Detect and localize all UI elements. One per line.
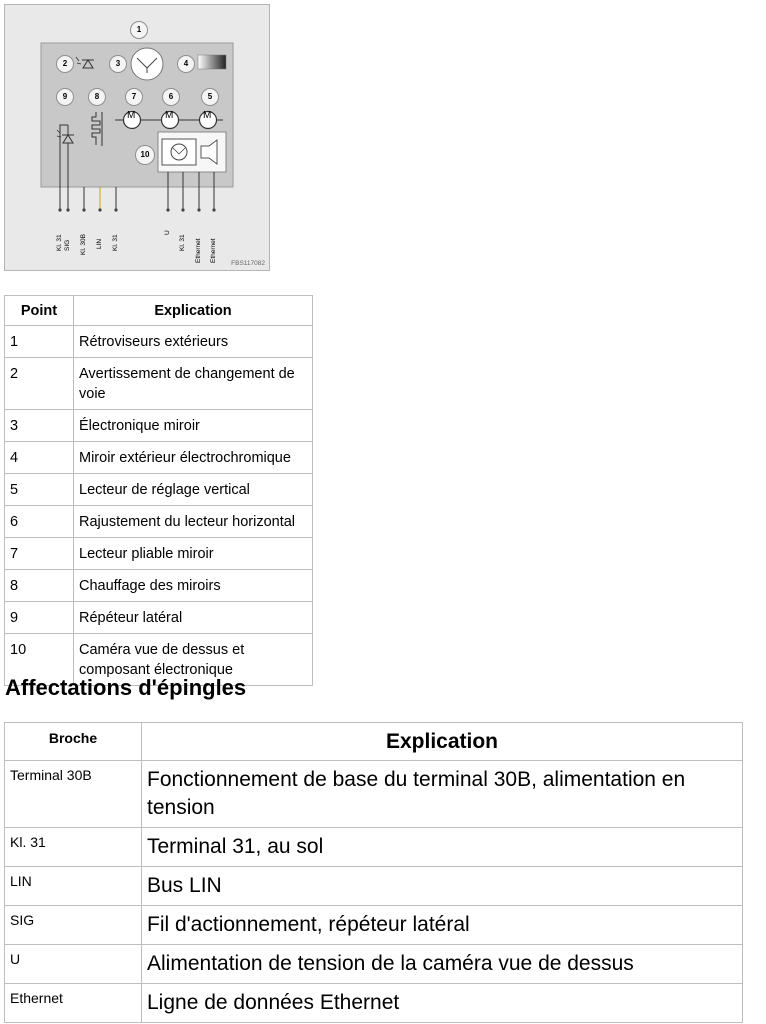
table-row: [5, 761, 743, 828]
table-row: [5, 358, 313, 410]
pin-cell: Kl. 31: [5, 828, 142, 867]
explication-cell: Lecteur pliable miroir: [74, 538, 313, 570]
explication-cell: Caméra vue de dessus et composant électronique: [74, 634, 313, 686]
pin-label-ethernet-b: Ethernet: [210, 238, 217, 263]
table-row: [5, 474, 313, 506]
pin-cell: Terminal 30B: [5, 761, 142, 828]
table-row: [5, 828, 743, 867]
motor-label: M: [165, 110, 174, 121]
table-row: [5, 442, 313, 474]
table-row: [5, 410, 313, 442]
point-cell: 5: [5, 474, 74, 506]
callout-2: 2: [56, 55, 74, 73]
pin-label-sig: SIG: [64, 239, 71, 251]
point-cell: 9: [5, 602, 74, 634]
column-header-explication: Explication: [142, 723, 743, 761]
point-cell: 10: [5, 634, 74, 686]
callout-7: 7: [125, 88, 143, 106]
explication-cell: Avertissement de changement de voie: [74, 358, 313, 410]
explication-cell: Lecteur de réglage vertical: [74, 474, 313, 506]
section-title: Affectations d'épingles: [5, 675, 247, 700]
electrochromic-gradient-icon: [198, 55, 226, 69]
explication-cell: Miroir extérieur électrochromique: [74, 442, 313, 474]
table-row: [5, 602, 313, 634]
callout-8: 8: [88, 88, 106, 106]
point-cell: 2: [5, 358, 74, 410]
explication-cell: Terminal 31, au sol: [142, 828, 743, 867]
table-header-row: [5, 296, 313, 326]
table-row: [5, 867, 743, 906]
column-header-explication: Explication: [74, 296, 313, 326]
callout-5: 5: [201, 88, 219, 106]
table-row: [5, 326, 313, 358]
explication-cell: Bus LIN: [142, 867, 743, 906]
pin-label-kl31: Kl. 31: [56, 234, 63, 251]
explication-cell: Chauffage des miroirs: [74, 570, 313, 602]
pin-label-ethernet: Ethernet: [195, 238, 202, 263]
mirror-glass-icon: [131, 48, 163, 80]
table-header-row: [5, 723, 743, 761]
callout-6: 6: [162, 88, 180, 106]
pin-label-lin: LIN: [96, 238, 103, 249]
callout-10: 10: [135, 145, 155, 165]
explication-cell: Rétroviseurs extérieurs: [74, 326, 313, 358]
column-header-broche: Broche: [5, 723, 142, 761]
point-cell: 6: [5, 506, 74, 538]
point-cell: 1: [5, 326, 74, 358]
point-cell: 4: [5, 442, 74, 474]
callout-9: 9: [56, 88, 74, 106]
point-cell: 8: [5, 570, 74, 602]
pin-label-kl31-c: Kl. 31: [179, 234, 186, 251]
motor-label: M: [127, 110, 136, 121]
explication-cell: Fonctionnement de base du terminal 30B, alimentation en tension: [142, 761, 743, 828]
callout-1: 1: [130, 21, 148, 39]
table-row: [5, 906, 743, 945]
column-header-point: Point: [5, 296, 74, 326]
explication-cell: Répéteur latéral: [74, 602, 313, 634]
table-row: [5, 538, 313, 570]
pin-label-kl31-b: Kl. 31: [112, 234, 119, 251]
callout-3: 3: [109, 55, 127, 73]
explication-cell: Électronique miroir: [74, 410, 313, 442]
explication-cell: Alimentation de tension de la caméra vue de dessus: [142, 945, 743, 984]
explication-cell: Ligne de données Ethernet: [142, 984, 743, 1023]
pin-cell: Ethernet: [5, 984, 142, 1023]
table-row: [5, 506, 313, 538]
pin-cell: U: [5, 945, 142, 984]
motor-label: M: [203, 110, 212, 121]
figure-reference-code: FBS117082: [231, 260, 265, 267]
pin-cell: LIN: [5, 867, 142, 906]
pin-assignment-table: [4, 722, 743, 1023]
table-row: [5, 984, 743, 1023]
explication-cell: Fil d'actionnement, répéteur latéral: [142, 906, 743, 945]
points-table: [4, 295, 313, 686]
callout-4: 4: [177, 55, 195, 73]
table-row: [5, 945, 743, 984]
pin-label-kl30b: Kl. 30B: [80, 234, 87, 255]
pin-label-u: U: [164, 230, 171, 235]
pin-cell: SIG: [5, 906, 142, 945]
table-row: [5, 570, 313, 602]
point-cell: 3: [5, 410, 74, 442]
wiring-diagram: [4, 4, 270, 271]
explication-cell: Rajustement du lecteur horizontal: [74, 506, 313, 538]
diagram-drawing: [5, 5, 271, 272]
camera-icon: [158, 132, 226, 172]
point-cell: 7: [5, 538, 74, 570]
